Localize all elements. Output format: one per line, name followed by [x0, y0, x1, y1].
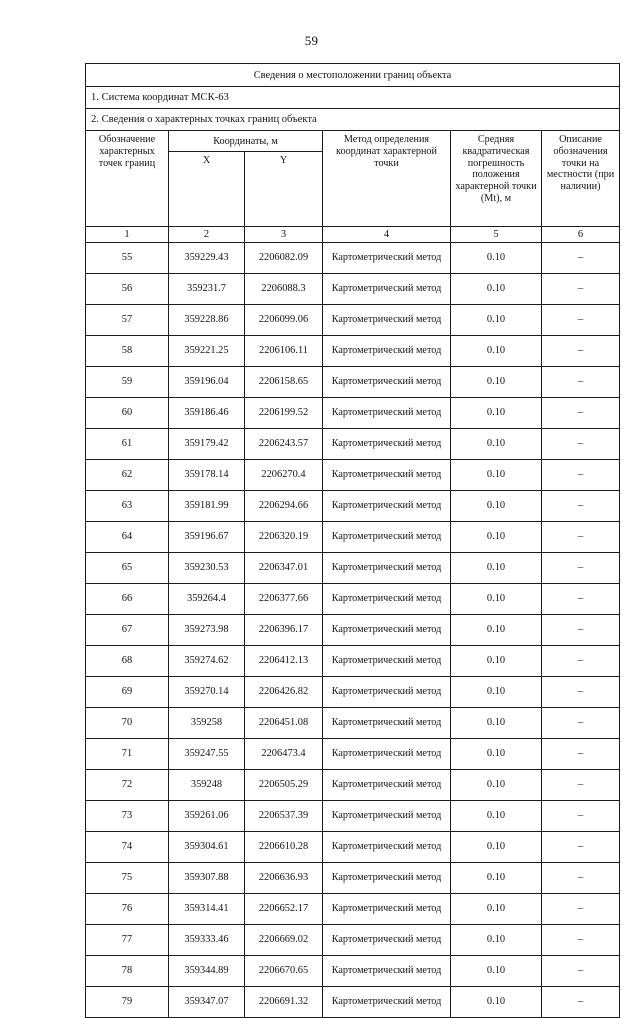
- coordinate-y: 2206099.06: [245, 305, 323, 336]
- mean-square-error: 0.10: [451, 987, 542, 1018]
- determination-method: Картометрический метод: [323, 801, 451, 832]
- header-description: Описание обозначения точки на местности (при наличии): [542, 131, 620, 227]
- mean-square-error: 0.10: [451, 584, 542, 615]
- determination-method: Картометрический метод: [323, 832, 451, 863]
- section-1-label: 1. Система координат МСК-63: [86, 87, 620, 109]
- determination-method: Картометрический метод: [323, 956, 451, 987]
- coordinate-y: 2206610.28: [245, 832, 323, 863]
- coordinate-y: 2206082.09: [245, 243, 323, 274]
- point-description: –: [542, 646, 620, 677]
- mean-square-error: 0.10: [451, 398, 542, 429]
- table-row: [86, 677, 620, 708]
- mean-square-error: 0.10: [451, 522, 542, 553]
- header-mean-square-error: Средняя квадратическая погрешность положения характерной точки (Мt), м: [451, 131, 542, 227]
- determination-method: Картометрический метод: [323, 522, 451, 553]
- table-row: [86, 956, 620, 987]
- point-number: 71: [86, 739, 169, 770]
- point-description: –: [542, 243, 620, 274]
- point-number: 74: [86, 832, 169, 863]
- coordinate-x: 359314.41: [169, 894, 245, 925]
- table-row: [86, 398, 620, 429]
- point-number: 67: [86, 615, 169, 646]
- coordinate-x: 359230.53: [169, 553, 245, 584]
- determination-method: Картометрический метод: [323, 553, 451, 584]
- point-number: 64: [86, 522, 169, 553]
- determination-method: Картометрический метод: [323, 646, 451, 677]
- point-number: 70: [86, 708, 169, 739]
- determination-method: Картометрический метод: [323, 894, 451, 925]
- coordinate-y: 2206537.39: [245, 801, 323, 832]
- determination-method: Картометрический метод: [323, 367, 451, 398]
- point-description: –: [542, 429, 620, 460]
- point-number: 55: [86, 243, 169, 274]
- point-description: –: [542, 739, 620, 770]
- table-row: [86, 243, 620, 274]
- mean-square-error: 0.10: [451, 460, 542, 491]
- mean-square-error: 0.10: [451, 863, 542, 894]
- coordinate-x: 359344.89: [169, 956, 245, 987]
- point-number: 73: [86, 801, 169, 832]
- coordinate-y: 2206505.29: [245, 770, 323, 801]
- mean-square-error: 0.10: [451, 708, 542, 739]
- mean-square-error: 0.10: [451, 956, 542, 987]
- table-row: [86, 832, 620, 863]
- coordinate-x: 359258: [169, 708, 245, 739]
- header-row-top: [86, 131, 620, 152]
- point-number: 68: [86, 646, 169, 677]
- coordinate-y: 2206473.4: [245, 739, 323, 770]
- determination-method: Картометрический метод: [323, 305, 451, 336]
- section-2-label: 2. Сведения о характерных точках границ объекта: [86, 109, 620, 131]
- table-row: [86, 615, 620, 646]
- determination-method: Картометрический метод: [323, 336, 451, 367]
- mean-square-error: 0.10: [451, 770, 542, 801]
- point-number: 63: [86, 491, 169, 522]
- coordinate-x: 359221.25: [169, 336, 245, 367]
- point-number: 77: [86, 925, 169, 956]
- mean-square-error: 0.10: [451, 553, 542, 584]
- determination-method: Картометрический метод: [323, 274, 451, 305]
- determination-method: Картометрический метод: [323, 708, 451, 739]
- table-row: [86, 336, 620, 367]
- mean-square-error: 0.10: [451, 243, 542, 274]
- point-description: –: [542, 770, 620, 801]
- coordinate-y: 2206106.11: [245, 336, 323, 367]
- point-number: 60: [86, 398, 169, 429]
- header-y: Y: [245, 152, 323, 227]
- determination-method: Картометрический метод: [323, 491, 451, 522]
- determination-method: Картометрический метод: [323, 243, 451, 274]
- table-row: [86, 987, 620, 1018]
- mean-square-error: 0.10: [451, 925, 542, 956]
- table-row: [86, 429, 620, 460]
- point-description: –: [542, 987, 620, 1018]
- point-description: –: [542, 491, 620, 522]
- point-number: 59: [86, 367, 169, 398]
- table-row: [86, 274, 620, 305]
- point-description: –: [542, 336, 620, 367]
- mean-square-error: 0.10: [451, 677, 542, 708]
- determination-method: Картометрический метод: [323, 398, 451, 429]
- data-rows-body: [86, 243, 620, 1018]
- column-number-5: 5: [451, 227, 542, 243]
- coordinate-x: 359179.42: [169, 429, 245, 460]
- table-row: [86, 491, 620, 522]
- coordinate-y: 2206451.08: [245, 708, 323, 739]
- coordinate-y: 2206158.65: [245, 367, 323, 398]
- point-number: 58: [86, 336, 169, 367]
- determination-method: Картометрический метод: [323, 739, 451, 770]
- coordinate-x: 359274.62: [169, 646, 245, 677]
- mean-square-error: 0.10: [451, 305, 542, 336]
- point-description: –: [542, 522, 620, 553]
- coordinate-y: 2206412.13: [245, 646, 323, 677]
- point-description: –: [542, 398, 620, 429]
- coordinate-x: 359186.46: [169, 398, 245, 429]
- column-number-6: 6: [542, 227, 620, 243]
- determination-method: Картометрический метод: [323, 615, 451, 646]
- point-number: 75: [86, 863, 169, 894]
- page-number: 59: [304, 33, 319, 48]
- point-description: –: [542, 894, 620, 925]
- coordinate-x: 359270.14: [169, 677, 245, 708]
- header-point-designation: Обозначение характерных точек границ: [86, 131, 169, 227]
- coordinate-x: 359273.98: [169, 615, 245, 646]
- coordinate-y: 2206636.93: [245, 863, 323, 894]
- coordinate-y: 2206088.3: [245, 274, 323, 305]
- coordinate-y: 2206670.65: [245, 956, 323, 987]
- determination-method: Картометрический метод: [323, 863, 451, 894]
- mean-square-error: 0.10: [451, 615, 542, 646]
- determination-method: Картометрический метод: [323, 677, 451, 708]
- point-number: 57: [86, 305, 169, 336]
- coordinate-x: 359261.06: [169, 801, 245, 832]
- table-row: [86, 770, 620, 801]
- determination-method: Картометрический метод: [323, 584, 451, 615]
- coordinate-x: 359196.04: [169, 367, 245, 398]
- section-2-row: [86, 109, 620, 131]
- coordinate-y: 2206691.32: [245, 987, 323, 1018]
- coordinate-y: 2206270.4: [245, 460, 323, 491]
- coordinate-x: 359228.86: [169, 305, 245, 336]
- mean-square-error: 0.10: [451, 336, 542, 367]
- mean-square-error: 0.10: [451, 491, 542, 522]
- table-row: [86, 894, 620, 925]
- point-number: 78: [86, 956, 169, 987]
- table-row: [86, 708, 620, 739]
- header-method: Метод определения координат характерной точки: [323, 131, 451, 227]
- point-description: –: [542, 956, 620, 987]
- coordinate-x: 359304.61: [169, 832, 245, 863]
- table-title: Сведения о местоположении границ объекта: [86, 64, 620, 87]
- coordinate-x: 359247.55: [169, 739, 245, 770]
- point-number: 56: [86, 274, 169, 305]
- section-1-row: [86, 87, 620, 109]
- mean-square-error: 0.10: [451, 646, 542, 677]
- coordinate-y: 2206199.52: [245, 398, 323, 429]
- coordinate-x: 359181.99: [169, 491, 245, 522]
- determination-method: Картометрический метод: [323, 770, 451, 801]
- point-description: –: [542, 460, 620, 491]
- column-number-2: 2: [169, 227, 245, 243]
- table-row: [86, 801, 620, 832]
- column-number-4: 4: [323, 227, 451, 243]
- mean-square-error: 0.10: [451, 367, 542, 398]
- mean-square-error: 0.10: [451, 739, 542, 770]
- table-row: [86, 925, 620, 956]
- column-number-1: 1: [86, 227, 169, 243]
- coordinate-y: 2206320.19: [245, 522, 323, 553]
- coordinate-x: 359196.67: [169, 522, 245, 553]
- mean-square-error: 0.10: [451, 429, 542, 460]
- coordinate-x: 359264.4: [169, 584, 245, 615]
- mean-square-error: 0.10: [451, 274, 542, 305]
- table-row: [86, 646, 620, 677]
- point-number: 65: [86, 553, 169, 584]
- coordinate-y: 2206347.01: [245, 553, 323, 584]
- mean-square-error: 0.10: [451, 832, 542, 863]
- coordinate-y: 2206377.66: [245, 584, 323, 615]
- coordinate-y: 2206426.82: [245, 677, 323, 708]
- determination-method: Картометрический метод: [323, 429, 451, 460]
- point-description: –: [542, 367, 620, 398]
- coordinate-x: 359178.14: [169, 460, 245, 491]
- point-description: –: [542, 305, 620, 336]
- coordinate-y: 2206294.66: [245, 491, 323, 522]
- point-description: –: [542, 801, 620, 832]
- point-description: –: [542, 863, 620, 894]
- table-row: [86, 367, 620, 398]
- point-number: 79: [86, 987, 169, 1018]
- determination-method: Картометрический метод: [323, 460, 451, 491]
- column-number-3: 3: [245, 227, 323, 243]
- coordinate-y: 2206243.57: [245, 429, 323, 460]
- mean-square-error: 0.10: [451, 894, 542, 925]
- table-row: [86, 553, 620, 584]
- coordinate-x: 359333.46: [169, 925, 245, 956]
- coordinate-x: 359307.88: [169, 863, 245, 894]
- point-number: 62: [86, 460, 169, 491]
- coordinate-y: 2206669.02: [245, 925, 323, 956]
- column-number-row: [86, 227, 620, 243]
- coordinate-x: 359229.43: [169, 243, 245, 274]
- table-body: [86, 64, 620, 243]
- header-coordinates-group: Координаты, м: [169, 131, 323, 152]
- coordinate-y: 2206396.17: [245, 615, 323, 646]
- point-number: 61: [86, 429, 169, 460]
- determination-method: Картометрический метод: [323, 987, 451, 1018]
- point-description: –: [542, 708, 620, 739]
- coordinate-x: 359347.07: [169, 987, 245, 1018]
- coordinate-y: 2206652.17: [245, 894, 323, 925]
- table-row: [86, 584, 620, 615]
- table-row: [86, 305, 620, 336]
- table-title-row: [86, 64, 620, 87]
- point-description: –: [542, 925, 620, 956]
- point-description: –: [542, 584, 620, 615]
- point-number: 72: [86, 770, 169, 801]
- mean-square-error: 0.10: [451, 801, 542, 832]
- table-row: [86, 460, 620, 491]
- point-description: –: [542, 832, 620, 863]
- point-description: –: [542, 615, 620, 646]
- point-description: –: [542, 274, 620, 305]
- table-row: [86, 739, 620, 770]
- point-description: –: [542, 553, 620, 584]
- point-number: 66: [86, 584, 169, 615]
- coordinate-x: 359248: [169, 770, 245, 801]
- point-number: 69: [86, 677, 169, 708]
- determination-method: Картометрический метод: [323, 925, 451, 956]
- point-number: 76: [86, 894, 169, 925]
- boundary-points-table: [85, 63, 620, 1018]
- table-row: [86, 863, 620, 894]
- table-row: [86, 522, 620, 553]
- point-description: –: [542, 677, 620, 708]
- header-x: X: [169, 152, 245, 227]
- coordinate-x: 359231.7: [169, 274, 245, 305]
